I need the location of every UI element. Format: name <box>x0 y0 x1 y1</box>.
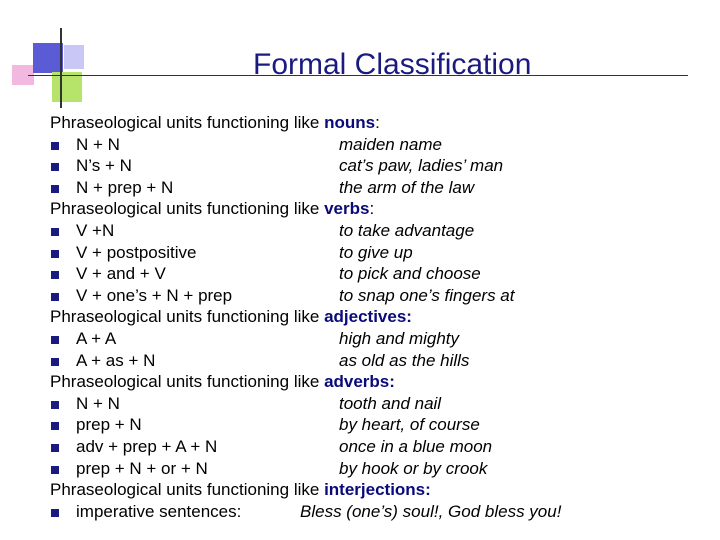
item-pattern: A + A <box>76 328 117 348</box>
section-heading <box>50 112 710 134</box>
item-pattern: V + one’s + N + prep <box>76 285 233 305</box>
item-example: to snap one’s fingers at <box>339 285 515 305</box>
list-item <box>50 220 710 242</box>
item-example: by heart, of course <box>339 415 480 435</box>
slide-content <box>50 112 710 522</box>
square-bullet-icon <box>51 271 59 279</box>
item-pattern: N’s + N <box>76 156 132 176</box>
square-bullet-icon <box>51 185 59 193</box>
item-example: to give up <box>339 242 413 262</box>
section-keyword-suffix: : <box>369 199 375 219</box>
item-example: the arm of the law <box>339 177 475 197</box>
item-pattern: N + prep + N <box>76 177 174 197</box>
section-intro-text: Phraseological units functioning like <box>50 307 325 327</box>
list-item <box>50 177 710 199</box>
item-example: to pick and choose <box>339 264 481 284</box>
square-bullet-icon <box>51 228 59 236</box>
list-item <box>50 458 710 480</box>
square-bullet-icon <box>51 422 59 430</box>
item-pattern: imperative sentences: <box>76 501 242 521</box>
list-item <box>50 350 710 372</box>
item-pattern: adv + prep + A + N <box>76 436 218 456</box>
decorative-vertical-line <box>60 28 62 108</box>
decorative-square-blue <box>33 43 63 73</box>
item-example: by hook or by crook <box>339 458 488 478</box>
square-bullet-icon <box>51 336 59 344</box>
section-intro-text: Phraseological units functioning like <box>50 372 325 392</box>
list-item <box>50 501 710 523</box>
list-item <box>50 242 710 264</box>
square-bullet-icon <box>51 293 59 301</box>
decorative-square-lavender <box>64 45 84 69</box>
item-pattern: V +N <box>76 220 115 240</box>
item-example: maiden name <box>339 134 443 154</box>
square-bullet-icon <box>51 358 59 366</box>
section-intro-text: Phraseological units functioning like <box>50 113 325 132</box>
section-heading <box>50 306 710 328</box>
list-item <box>50 155 710 177</box>
list-item <box>50 285 710 307</box>
item-pattern: V + postpositive <box>76 242 197 262</box>
section-heading <box>50 198 710 220</box>
square-bullet-icon <box>51 444 59 452</box>
item-example: high and mighty <box>339 328 460 348</box>
section-keyword: interjections: <box>324 480 431 500</box>
section-heading <box>50 371 710 393</box>
square-bullet-icon <box>51 250 59 258</box>
item-example: once in a blue moon <box>339 436 493 456</box>
item-example: to take advantage <box>339 220 475 240</box>
section-intro-text: Phraseological units functioning like <box>50 480 325 500</box>
square-bullet-icon <box>51 401 59 409</box>
square-bullet-icon <box>51 509 59 517</box>
section-keyword: adjectives: <box>324 307 412 327</box>
item-example: cat’s paw, ladies’ man <box>339 156 504 176</box>
decorative-square-green <box>52 72 82 102</box>
list-item <box>50 393 710 415</box>
item-example: tooth and nail <box>339 393 442 413</box>
item-pattern: prep + N + or + N <box>76 458 208 478</box>
section-keyword: adverbs: <box>324 372 395 392</box>
list-item <box>50 134 710 156</box>
slide-title: Formal Classification <box>253 48 532 81</box>
item-example: as old as the hills <box>339 350 470 370</box>
list-item <box>50 328 710 350</box>
section-keyword: nouns <box>324 113 376 132</box>
section-keyword: verbs <box>324 199 370 219</box>
square-bullet-icon <box>51 163 59 171</box>
section-heading <box>50 479 710 501</box>
list-item <box>50 436 710 458</box>
square-bullet-icon <box>51 142 59 150</box>
list-item <box>50 414 710 436</box>
list-item <box>50 263 710 285</box>
square-bullet-icon <box>51 466 59 474</box>
item-pattern: N + N <box>76 393 120 413</box>
section-intro-text: Phraseological units functioning like <box>50 199 325 219</box>
item-pattern: V + and + V <box>76 264 166 284</box>
section-keyword-suffix: : <box>375 113 380 132</box>
item-example: Bless (one’s) soul!, God bless you! <box>300 501 562 521</box>
item-pattern: N + N <box>76 134 120 154</box>
item-pattern: A + as + N <box>76 350 156 370</box>
item-pattern: prep + N <box>76 415 142 435</box>
